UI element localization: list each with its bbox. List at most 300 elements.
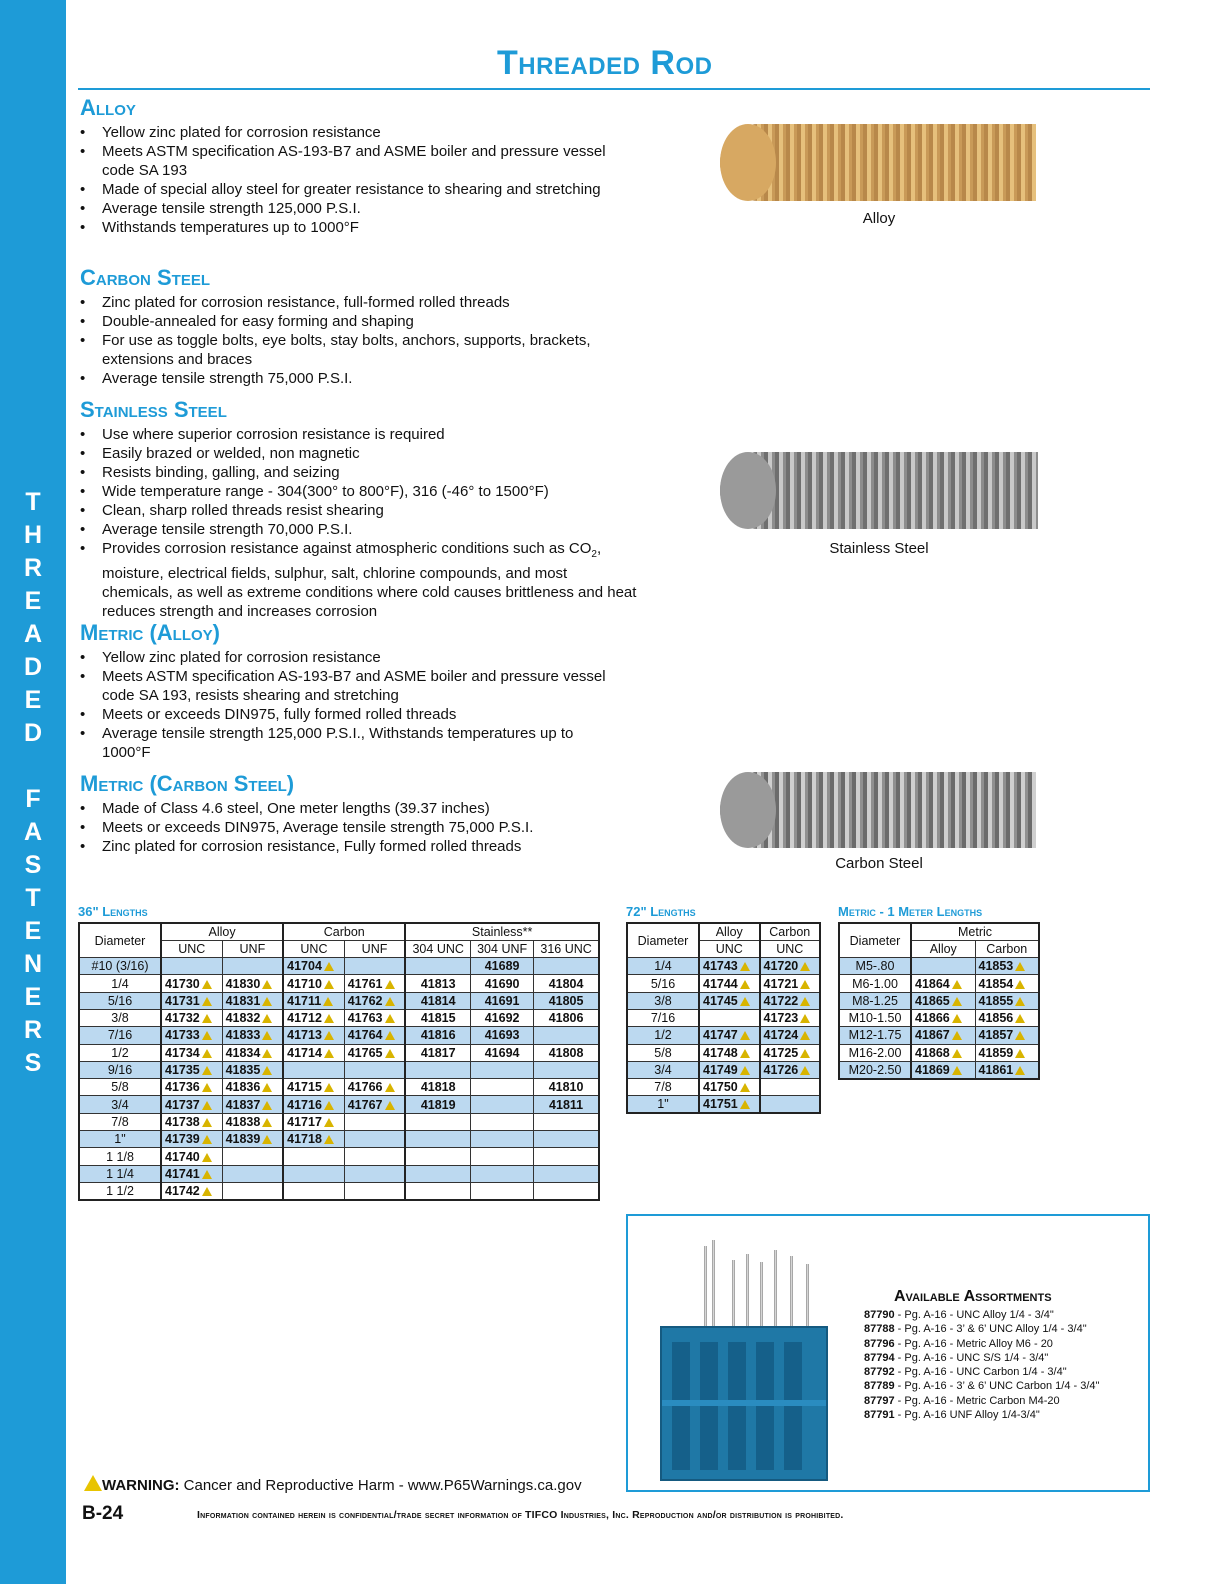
- list-item: • Made of Class 4.6 steel, One meter lengths (39.37 inches): [80, 799, 640, 818]
- part-number-cell: [699, 958, 760, 975]
- part-number: 41690: [484, 976, 520, 991]
- warning-triangle-icon: [1015, 997, 1025, 1006]
- section-heading: Metric (Carbon Steel): [80, 771, 295, 796]
- column-header: Diameter: [79, 923, 161, 958]
- side-letter: S: [24, 1049, 42, 1077]
- part-number: 41723: [763, 1011, 799, 1026]
- bullet-list: [80, 799, 640, 856]
- warning-triangle-icon: [262, 1014, 272, 1023]
- warning-triangle-icon: [324, 1101, 334, 1110]
- part-number-cell: [161, 1009, 222, 1026]
- part-number: 41749: [703, 1063, 738, 1078]
- column-header: Stainless**: [405, 923, 599, 940]
- table-row: [839, 1044, 1039, 1061]
- column-header: Carbon: [283, 923, 405, 940]
- part-number: 41766: [347, 1080, 383, 1095]
- part-number-cell: [405, 1165, 470, 1182]
- assortment-description: - Pg. A-16 - 3’ & 6’ UNC Carbon 1/4 - 3/4": [894, 1380, 1100, 1393]
- warning-text: Cancer and Reproductive Harm - www.P65Warnings.ca.gov: [179, 1477, 582, 1494]
- warning-triangle-icon: [202, 997, 212, 1006]
- part-number-cell: [699, 1096, 760, 1113]
- list-item: • Withstands temperatures up to 1000°F: [80, 218, 640, 237]
- part-number: 41856: [978, 1011, 1014, 1026]
- part-number: 41817: [420, 1045, 456, 1060]
- warning-triangle-icon: [385, 1014, 395, 1023]
- part-number: 41764: [347, 1028, 383, 1043]
- assortment-description: - Pg. A-16 - Metric Carbon M4-20: [894, 1394, 1060, 1407]
- side-letter: T: [25, 884, 41, 912]
- part-number-cell: [283, 1027, 344, 1044]
- part-number: 41711: [287, 993, 322, 1008]
- part-number: 41734: [165, 1045, 200, 1060]
- part-number: 41722: [763, 993, 799, 1008]
- assortment-description: - Pg. A-16 - 3’ & 6’ UNC Alloy 1/4 - 3/4": [894, 1323, 1087, 1336]
- list-item: • Double-annealed for easy forming and shaping: [80, 312, 640, 331]
- table-row: [79, 1096, 599, 1113]
- part-number-cell: [471, 1148, 534, 1165]
- table-row: [839, 1009, 1039, 1026]
- table-row: [627, 1079, 820, 1096]
- diameter-cell: 1/2: [627, 1027, 699, 1044]
- warning-triangle-icon: [202, 1170, 212, 1179]
- part-number: 41739: [165, 1132, 200, 1147]
- table-row: [627, 1009, 820, 1026]
- list-item: • Average tensile strength 125,000 P.S.I.: [80, 199, 640, 218]
- part-number-cell: [975, 958, 1039, 975]
- part-number: 41804: [548, 976, 584, 991]
- part-number: 41738: [165, 1114, 200, 1129]
- part-number-cell: [161, 1182, 222, 1199]
- diameter-cell: M12-1.75: [839, 1027, 911, 1044]
- part-number-cell: [283, 1079, 344, 1096]
- lengths-72-table: [626, 922, 821, 1114]
- assortment-number: 87789: [864, 1380, 895, 1393]
- warning-triangle-icon: [202, 1118, 212, 1127]
- table-title: 72" Lengths: [626, 904, 696, 919]
- part-number: 41715: [287, 1080, 322, 1095]
- part-number: 41857: [978, 1028, 1014, 1043]
- table-row: [79, 1061, 599, 1078]
- warning-label: WARNING:: [102, 1477, 180, 1494]
- part-number-cell: [975, 975, 1039, 992]
- part-number: 41747: [703, 1028, 738, 1043]
- side-letter: E: [24, 587, 42, 615]
- diameter-cell: 1 1/8: [79, 1148, 161, 1165]
- part-number-cell: [161, 1165, 222, 1182]
- part-number-cell: [699, 975, 760, 992]
- part-number-cell: [975, 1061, 1039, 1078]
- warning-triangle-icon: [202, 1066, 212, 1075]
- table-row: [79, 975, 599, 992]
- warning-triangle-icon: [262, 1031, 272, 1040]
- diameter-cell: 1 1/2: [79, 1182, 161, 1199]
- part-number: 41819: [420, 1097, 456, 1112]
- part-number-cell: [161, 1044, 222, 1061]
- part-number-cell: [471, 975, 534, 992]
- part-number-cell: [699, 992, 760, 1009]
- side-letter: [0, 750, 66, 783]
- part-number: 41838: [225, 1114, 261, 1129]
- part-number: 41745: [703, 993, 738, 1008]
- part-number: 41762: [347, 993, 383, 1008]
- carbon-rod-image: [720, 772, 1036, 848]
- table-row: [79, 958, 599, 975]
- assortment-number: 87794: [864, 1351, 895, 1364]
- diameter-cell: M10-1.50: [839, 1009, 911, 1026]
- column-header: Alloy: [699, 923, 760, 940]
- diameter-cell: 1": [79, 1131, 161, 1148]
- assortments-list: [864, 1308, 1099, 1422]
- part-number-cell: [471, 992, 534, 1009]
- warning-triangle-icon: [324, 962, 334, 971]
- part-number-cell: [222, 1182, 283, 1199]
- part-number: 41818: [420, 1080, 456, 1095]
- diameter-cell: 5/8: [627, 1044, 699, 1061]
- list-item: • Easily brazed or welded, non magnetic: [80, 444, 640, 463]
- side-letter: E: [24, 917, 42, 945]
- part-number: 41751: [703, 1097, 738, 1112]
- part-number-cell: [283, 1131, 344, 1148]
- part-number: 41830: [225, 976, 261, 991]
- part-number: 41750: [703, 1080, 738, 1095]
- part-number: 41742: [165, 1183, 200, 1198]
- part-number-cell: [283, 1096, 344, 1113]
- diameter-cell: 5/8: [79, 1079, 161, 1096]
- part-number-cell: [760, 1009, 821, 1026]
- table-row: [839, 992, 1039, 1009]
- image-caption: Carbon Steel: [835, 855, 923, 872]
- table-row: [79, 1113, 599, 1130]
- part-number-cell: [344, 992, 405, 1009]
- column-header: Alloy: [161, 923, 283, 940]
- part-number: 41689: [484, 959, 520, 974]
- side-letter: R: [23, 1016, 43, 1044]
- part-number-cell: [161, 992, 222, 1009]
- part-number: 41721: [763, 976, 799, 991]
- part-number-cell: [699, 1061, 760, 1078]
- part-number-cell: [471, 1027, 534, 1044]
- part-number: 41865: [915, 993, 950, 1008]
- warning-triangle-icon: [385, 1101, 395, 1110]
- part-number-cell: [911, 975, 975, 992]
- part-number-cell: [471, 1009, 534, 1026]
- warning-triangle-icon: [1015, 1031, 1025, 1040]
- column-header: Carbon: [760, 923, 821, 940]
- part-number-cell: [760, 1027, 821, 1044]
- column-header: Metric: [911, 923, 1039, 940]
- part-number: 41710: [287, 976, 322, 991]
- part-number-cell: [471, 1096, 534, 1113]
- part-number: 41692: [484, 1011, 520, 1026]
- part-number: 41726: [763, 1063, 799, 1078]
- table-row: [839, 1061, 1039, 1078]
- assortment-number: 87797: [864, 1394, 895, 1407]
- table-row: [627, 1096, 820, 1113]
- assortment-item: [864, 1308, 1099, 1322]
- warning-triangle-icon: [202, 1031, 212, 1040]
- diameter-cell: 1 1/4: [79, 1165, 161, 1182]
- part-number-cell: [344, 975, 405, 992]
- part-number-cell: [222, 1113, 283, 1130]
- warning-triangle-icon: [202, 1083, 212, 1092]
- part-number-cell: [534, 992, 599, 1009]
- diameter-cell: 7/16: [79, 1027, 161, 1044]
- diameter-cell: 3/8: [79, 1009, 161, 1026]
- part-number: 41835: [225, 1063, 261, 1078]
- warning-triangle-icon: [385, 1031, 395, 1040]
- part-number: 41810: [548, 1080, 584, 1095]
- part-number: 41811: [549, 1097, 584, 1112]
- part-number-cell: [344, 1061, 405, 1078]
- table-row: [627, 1027, 820, 1044]
- diameter-cell: 7/16: [627, 1009, 699, 1026]
- part-number-cell: [911, 992, 975, 1009]
- part-number-cell: [911, 1009, 975, 1026]
- part-number: 41720: [763, 959, 799, 974]
- assortment-description: - Pg. A-16 - UNC Alloy 1/4 - 3/4": [894, 1309, 1054, 1321]
- part-number-cell: [405, 1148, 470, 1165]
- part-number: 41763: [347, 1011, 383, 1026]
- warning-triangle-icon: [385, 980, 395, 989]
- part-number: 41831: [225, 993, 261, 1008]
- table-row: [79, 1027, 599, 1044]
- part-number-cell: [405, 1027, 470, 1044]
- warning-triangle-icon: [202, 1049, 212, 1058]
- part-number-cell: [344, 1165, 405, 1182]
- part-number-cell: [471, 1131, 534, 1148]
- column-header: Diameter: [627, 923, 699, 958]
- part-number-cell: [534, 975, 599, 992]
- column-subheader: Alloy: [911, 940, 975, 957]
- table-row: [79, 1044, 599, 1061]
- table-row: [627, 958, 820, 975]
- part-number: 41765: [347, 1045, 383, 1060]
- list-item: • For use as toggle bolts, eye bolts, stay bolts, anchors, supports, brackets, extensions and braces: [80, 331, 640, 369]
- part-number-cell: [534, 1113, 599, 1130]
- list-item: • Average tensile strength 70,000 P.S.I.: [80, 520, 640, 539]
- part-number: 41740: [165, 1149, 200, 1164]
- warning-triangle-icon: [323, 997, 333, 1006]
- part-number: 41725: [763, 1045, 799, 1060]
- section-heading: Stainless Steel: [80, 397, 227, 422]
- warning-triangle-icon: [1015, 980, 1025, 989]
- assortment-description: - Pg. A-16 - UNC Carbon 1/4 - 3/4": [894, 1366, 1067, 1379]
- part-number-cell: [222, 1165, 283, 1182]
- assortment-item: [864, 1337, 1099, 1351]
- warning-triangle-icon: [262, 1083, 272, 1092]
- part-number: 41855: [978, 993, 1014, 1008]
- part-number: 41832: [225, 1011, 261, 1026]
- part-number: 41717: [287, 1114, 322, 1129]
- diameter-cell: 5/16: [79, 992, 161, 1009]
- diameter-cell: 1": [627, 1096, 699, 1113]
- side-letter: N: [23, 950, 43, 978]
- part-number-cell: [405, 958, 470, 975]
- table-row: [839, 1027, 1039, 1044]
- warning-triangle-icon: [800, 997, 810, 1006]
- warning-triangle-icon: [800, 1031, 810, 1040]
- warning-triangle-icon: [740, 997, 750, 1006]
- warning-triangle-icon: [1015, 1049, 1025, 1058]
- diameter-cell: 3/4: [627, 1061, 699, 1078]
- column-header: Diameter: [839, 923, 911, 958]
- warning-triangle-icon: [800, 1049, 810, 1058]
- part-number: 41741: [165, 1166, 200, 1181]
- diameter-cell: M5-.80: [839, 958, 911, 975]
- part-number-cell: [222, 1148, 283, 1165]
- section-heading: Alloy: [80, 95, 136, 120]
- part-number-cell: [222, 1096, 283, 1113]
- part-number-cell: [405, 1009, 470, 1026]
- column-subheader: UNC: [161, 940, 222, 957]
- part-number: 41743: [703, 959, 738, 974]
- bullet-list: [80, 425, 640, 539]
- side-letter: E: [24, 686, 42, 714]
- diameter-cell: M16-2.00: [839, 1044, 911, 1061]
- stainless-rod-image: [720, 452, 1038, 529]
- part-number-cell: [405, 1044, 470, 1061]
- image-caption: Stainless Steel: [829, 540, 929, 557]
- warning-triangle-icon: [740, 1049, 750, 1058]
- assortment-number: 87791: [864, 1409, 895, 1422]
- part-number-cell: [344, 1182, 405, 1199]
- part-number-cell: [760, 1044, 821, 1061]
- warning-triangle-icon: [324, 1083, 334, 1092]
- assortment-item: [864, 1351, 1099, 1365]
- column-subheader: UNF: [222, 940, 283, 957]
- part-number-cell: [699, 1009, 760, 1026]
- warning-triangle-icon: [202, 1187, 212, 1196]
- assortment-item: [864, 1408, 1099, 1422]
- part-number-cell: [283, 958, 344, 975]
- rod-rack-image: [660, 1236, 828, 1481]
- part-number: 41737: [165, 1097, 200, 1112]
- part-number-cell: [534, 1061, 599, 1078]
- list-item: • Wide temperature range - 304(300° to 800°F), 316 (-46° to 1500°F): [80, 482, 640, 501]
- warning-triangle-icon: [262, 1066, 272, 1075]
- part-number-cell: [161, 975, 222, 992]
- part-number-cell: [405, 1182, 470, 1199]
- part-number-cell: [911, 1027, 975, 1044]
- part-number: 41839: [225, 1132, 261, 1147]
- warning-triangle-icon: [202, 1135, 212, 1144]
- warning-triangle-icon: [262, 1118, 272, 1127]
- table-row: [627, 992, 820, 1009]
- side-letter: D: [23, 653, 43, 681]
- diameter-cell: 3/4: [79, 1096, 161, 1113]
- part-number-cell: [975, 1044, 1039, 1061]
- title-divider: [78, 88, 1150, 90]
- part-number: 41853: [978, 959, 1014, 974]
- image-caption: Alloy: [862, 210, 896, 227]
- assortment-item: [864, 1365, 1099, 1379]
- warning-triangle-icon: [385, 997, 395, 1006]
- page-number: B-24: [82, 1503, 124, 1524]
- list-item: • Clean, sharp rolled threads resist shearing: [80, 501, 640, 520]
- warning-triangle-icon: [202, 1153, 212, 1162]
- diameter-cell: M20-2.50: [839, 1061, 911, 1078]
- side-letter: R: [23, 554, 43, 582]
- part-number-cell: [760, 1096, 821, 1113]
- part-number-cell: [344, 1096, 405, 1113]
- part-number-cell: [975, 1009, 1039, 1026]
- warning-triangle-icon: [952, 1031, 962, 1040]
- part-number-cell: [222, 992, 283, 1009]
- table-row: [79, 1148, 599, 1165]
- warning-triangle-icon: [202, 1101, 212, 1110]
- part-number: 41854: [978, 976, 1014, 991]
- column-subheader: Carbon: [975, 940, 1039, 957]
- warning-triangle-icon: [740, 1031, 750, 1040]
- part-number-cell: [161, 1096, 222, 1113]
- part-number-cell: [222, 1061, 283, 1078]
- part-number-cell: [161, 1148, 222, 1165]
- table-row: [627, 975, 820, 992]
- warning-triangle-icon: [262, 980, 272, 989]
- side-letter: T: [25, 488, 41, 516]
- part-number-cell: [405, 1131, 470, 1148]
- part-number-cell: [975, 1027, 1039, 1044]
- list-item: • Yellow zinc plated for corrosion resistance: [80, 648, 608, 667]
- part-number: 41867: [915, 1028, 950, 1043]
- table-row: [627, 1061, 820, 1078]
- part-number: 41736: [165, 1080, 200, 1095]
- assortment-item: [864, 1379, 1099, 1393]
- part-number: 41744: [703, 976, 738, 991]
- section-metric-carbon: [80, 771, 640, 856]
- part-number-cell: [471, 1079, 534, 1096]
- warning-triangle-icon: [324, 980, 334, 989]
- assortment-description: - Pg. A-16 - UNC S/S 1/4 - 3/4": [894, 1351, 1049, 1364]
- part-number: 41869: [915, 1062, 950, 1077]
- alloy-rod-image: [720, 124, 1036, 201]
- list-item: • Meets ASTM specification AS-193-B7 and ASME boiler and pressure vessel code SA 193, resists shearing and stretching: [80, 667, 608, 705]
- part-number: 41735: [165, 1063, 200, 1078]
- part-number-cell: [534, 1165, 599, 1182]
- part-number: 41712: [287, 1011, 322, 1026]
- part-number: 41713: [287, 1028, 322, 1043]
- table-row: [79, 992, 599, 1009]
- column-subheader: UNF: [344, 940, 405, 957]
- table-title: Metric - 1 Meter Lengths: [838, 904, 983, 919]
- warning-triangle-icon: [324, 1135, 334, 1144]
- warning-triangle-icon: [800, 962, 810, 971]
- warning-triangle-icon: [740, 1100, 750, 1109]
- part-number-cell: [344, 1113, 405, 1130]
- part-number: 41805: [548, 993, 584, 1008]
- warning-triangle-icon: [202, 1014, 212, 1023]
- part-number-cell: [760, 992, 821, 1009]
- assortment-number: 87790: [864, 1309, 895, 1321]
- warning-triangle-icon: [952, 1049, 962, 1058]
- section-heading: Carbon Steel: [80, 265, 211, 290]
- part-number: 41814: [420, 993, 456, 1008]
- warning-triangle-icon: [324, 1031, 334, 1040]
- part-number-cell: [161, 1079, 222, 1096]
- side-tab: [0, 0, 66, 1584]
- warning-triangle-icon: [262, 1101, 272, 1110]
- side-letter: E: [24, 983, 42, 1011]
- column-subheader: UNC: [283, 940, 344, 957]
- part-number-cell: [471, 1113, 534, 1130]
- warning-triangle-icon: [1015, 962, 1025, 971]
- part-number-cell: [911, 1061, 975, 1078]
- assortment-number: 87788: [864, 1323, 895, 1336]
- part-number: 41866: [915, 1011, 950, 1026]
- part-number-cell: [161, 958, 222, 975]
- prop65-warning: [84, 1475, 582, 1494]
- diameter-cell: 7/8: [627, 1079, 699, 1096]
